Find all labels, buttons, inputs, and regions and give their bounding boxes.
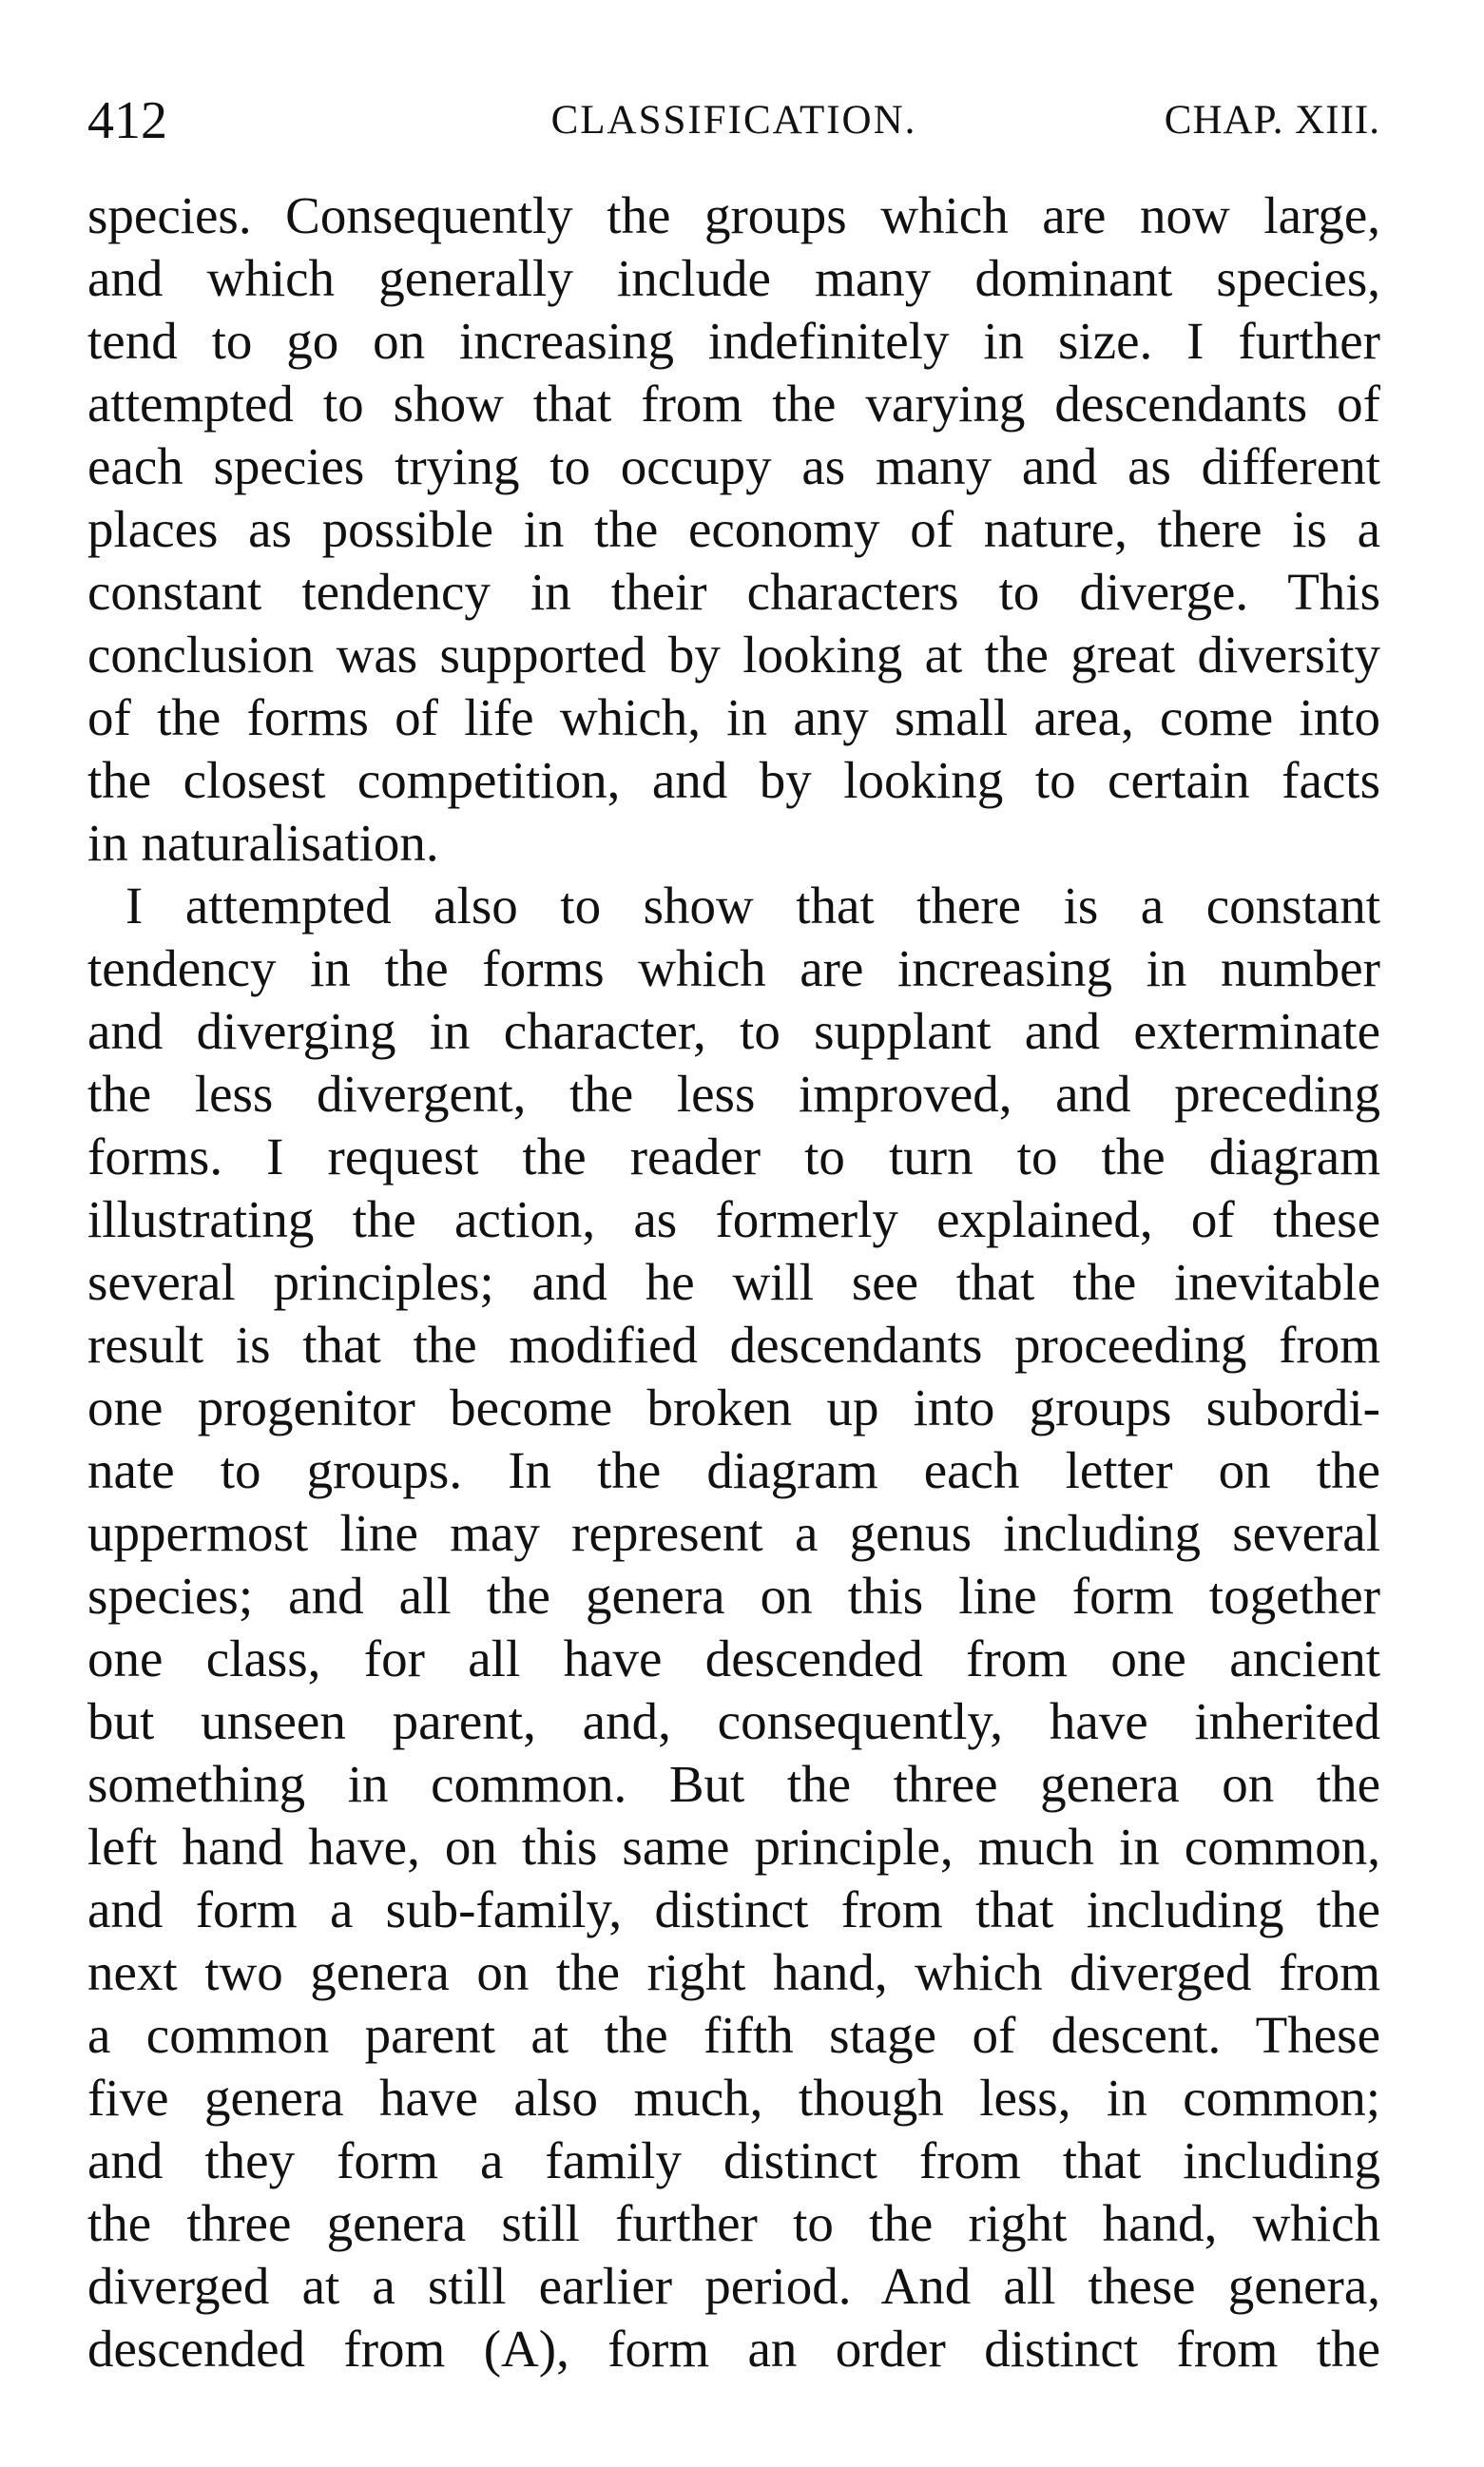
text-line: the three genera still further to the right hand, which <box>87 2194 1380 2252</box>
chapter-reference: CHAP. XIII. <box>1164 98 1380 143</box>
text-line: next two genera on the right hand, which diverged from <box>87 1943 1380 2001</box>
text-line: forms. I request the reader to turn to the diagram <box>87 1127 1380 1185</box>
text-line: I attempted also to show that there is a constant <box>125 877 1380 935</box>
text-line: diverged at a still earlier period. And all these genera, <box>87 2257 1380 2315</box>
text-line: illustrating the action, as formerly explained, of these <box>87 1190 1380 1248</box>
text-line: species; and all the genera on this line form together <box>87 1567 1380 1625</box>
running-head <box>87 87 1380 154</box>
page-number: 412 <box>87 91 167 150</box>
text-line: five genera have also much, though less, in common; <box>87 2069 1380 2127</box>
text-line: descended from (A), form an order distinct from the <box>87 2320 1380 2378</box>
text-line: constant tendency in their characters to diverge. This <box>87 563 1380 621</box>
text-line: one progenitor become broken up into groups subordi- <box>87 1378 1380 1436</box>
body-text <box>87 184 1380 2380</box>
text-line: tend to go on increasing indefinitely in size. I further <box>87 312 1380 370</box>
text-line: of the forms of life which, in any small area, come into <box>87 688 1380 746</box>
text-line: the closest competition, and by looking to certain facts <box>87 751 1380 809</box>
text-line: places as possible in the economy of nature, there is a <box>87 500 1380 558</box>
text-line: in naturalisation. <box>87 814 439 872</box>
text-line: tendency in the forms which are increasing in number <box>87 939 1380 997</box>
text-line: one class, for all have descended from one ancient <box>87 1629 1380 1687</box>
chapter-title: CLASSIFICATION. <box>550 98 917 143</box>
text-line: something in common. But the three genera on the <box>87 1755 1380 1813</box>
text-line: and which generally include many dominant species, <box>87 249 1380 307</box>
text-line: uppermost line may represent a genus including several <box>87 1504 1380 1562</box>
text-line: but unseen parent, and, consequently, have inherited <box>87 1692 1380 1750</box>
text-line: the less divergent, the less improved, and preceding <box>87 1065 1380 1123</box>
paragraph-2 <box>87 875 1380 2380</box>
text-line: species. Consequently the groups which are now large, <box>87 186 1380 244</box>
text-line: left hand have, on this same principle, much in common, <box>87 1818 1380 1876</box>
text-line: attempted to show that from the varying descendants of <box>87 375 1380 433</box>
text-line: each species trying to occupy as many and as different <box>87 437 1380 495</box>
text-line: and diverging in character, to supplant and exterminate <box>87 1002 1380 1060</box>
paragraph-1 <box>87 184 1380 875</box>
text-line: and they form a family distinct from that including <box>87 2131 1380 2189</box>
text-line: a common parent at the fifth stage of descent. These <box>87 2006 1380 2064</box>
text-line: and form a sub-family, distinct from that including the <box>87 1880 1380 1938</box>
text-line: nate to groups. In the diagram each letter on the <box>87 1441 1380 1499</box>
text-line: conclusion was supported by looking at the great diversity <box>87 626 1380 684</box>
text-line: result is that the modified descendants proceeding from <box>87 1316 1380 1374</box>
text-line: several principles; and he will see that the inevitable <box>87 1253 1380 1311</box>
